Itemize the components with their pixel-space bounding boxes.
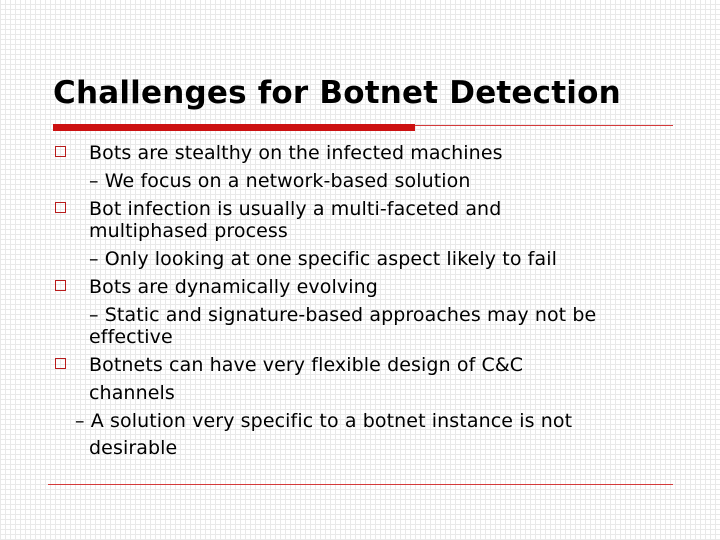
bullet-4-sub-text-cont: desirable xyxy=(89,437,178,459)
hollow-square-bullet-icon xyxy=(55,146,66,157)
footer-rule xyxy=(48,484,673,485)
hollow-square-bullet-icon xyxy=(55,202,66,213)
bullet-3-text: Bots are dynamically evolving xyxy=(89,276,378,298)
title-accent-bar xyxy=(53,124,415,131)
bullet-1-sub-text: – We focus on a network-based solution xyxy=(89,170,471,192)
bullet-2-sub-text: – Only looking at one specific aspect likely to fail xyxy=(89,248,557,270)
bullet-2-text: Bot infection is usually a multi-faceted and xyxy=(89,198,502,220)
slide-title: Challenges for Botnet Detection xyxy=(53,75,621,111)
bullet-3-sub-text-cont: effective xyxy=(89,326,173,348)
bullet-2-text-cont: multiphased process xyxy=(89,220,288,242)
bullet-3-sub-text: – Static and signature-based approaches may not be xyxy=(89,304,597,326)
hollow-square-bullet-icon xyxy=(55,280,66,291)
bullet-4-text: Botnets can have very flexible design of C&C xyxy=(89,354,524,376)
hollow-square-bullet-icon xyxy=(55,358,66,369)
bullet-4-sub-text: – A solution very specific to a botnet instance is not xyxy=(75,410,573,432)
bullet-1-text: Bots are stealthy on the infected machines xyxy=(89,142,503,164)
bullet-4-text-cont: channels xyxy=(89,382,175,404)
